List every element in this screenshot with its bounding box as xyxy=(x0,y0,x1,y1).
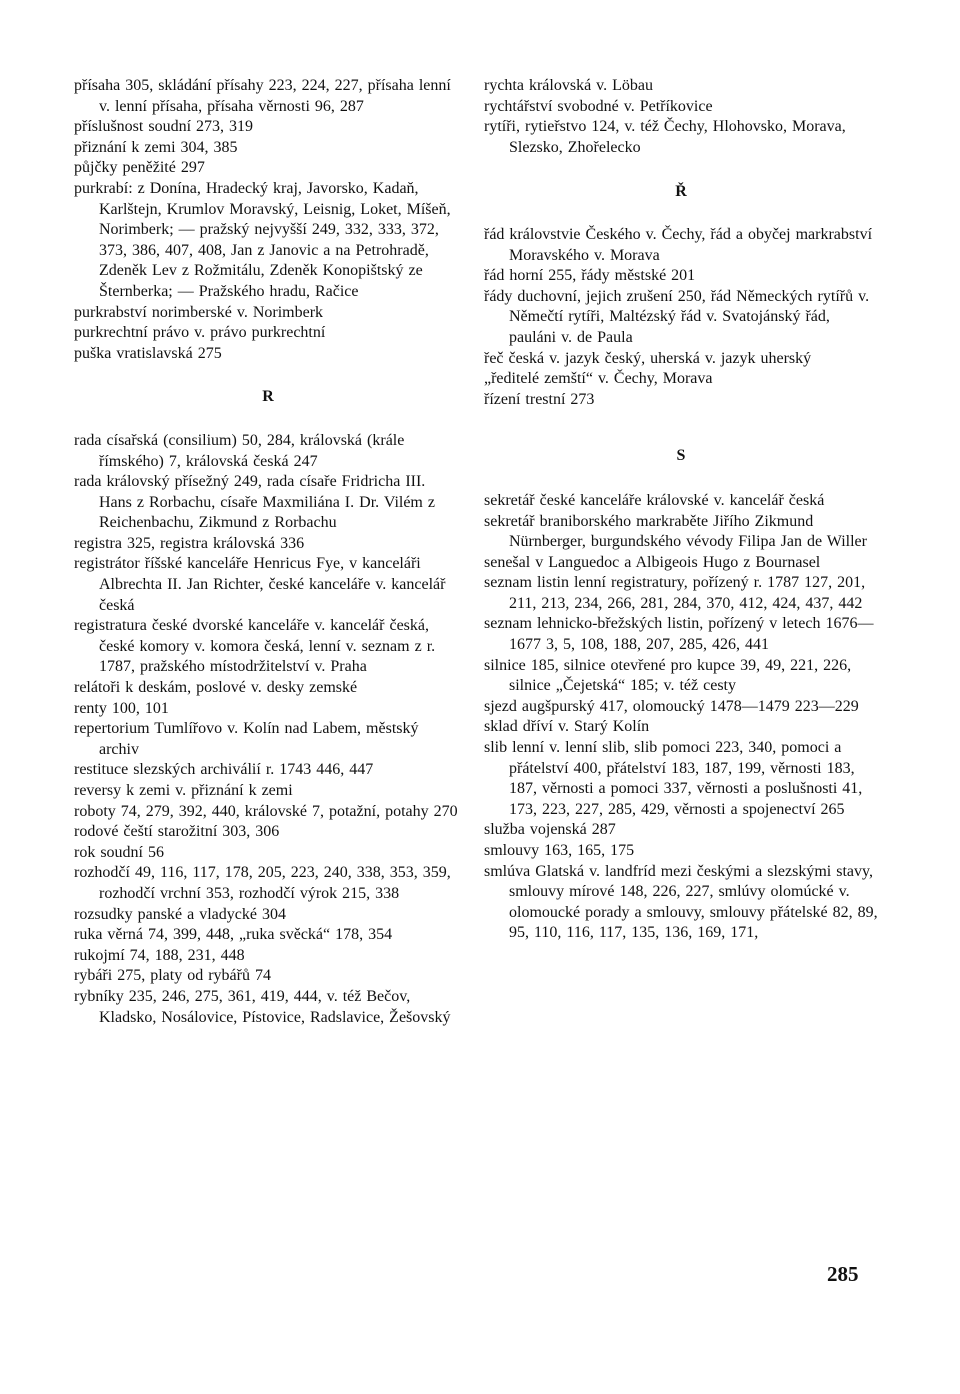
index-entry: rybáři 275, platy od rybářů 74 xyxy=(74,967,271,985)
index-entry: sekretář české kanceláře královské v. kancelář česká xyxy=(484,491,825,509)
index-entry: purkrechtní právo v. právo purkrechtní xyxy=(74,324,326,342)
index-entry: půjčky peněžité 297 xyxy=(74,159,205,177)
entries-p xyxy=(74,76,462,364)
index-entry: „ředitelé zemští“ v. Čechy, Morava xyxy=(484,370,713,388)
index-entry: příslušnost soudní 273, 319 xyxy=(74,118,254,136)
index-entry: přiznání k zemi 304, 385 xyxy=(74,138,238,156)
index-entry: registra 325, registra královská 336 xyxy=(74,534,305,552)
index-entry: řízení trestní 273 xyxy=(484,390,595,408)
index-entry: seznam lehnicko-břežských listin, pořízený v letech 1676—1677 3, 5, 108, 188, 207, 285, 426, 441 xyxy=(484,615,874,654)
index-entry: sklad dříví v. Starý Kolín xyxy=(484,718,650,736)
index-entry: rychtářství svobodné v. Petříkovice xyxy=(484,97,713,115)
index-entry: rodové čeští starožitní 303, 306 xyxy=(74,823,280,841)
right-column xyxy=(484,76,878,944)
entries-s xyxy=(484,491,878,944)
index-entry: slib lenní v. lenní slib, slib pomoci 223, 340, pomoci a přátelství 400, přátelství 183, 187, 199, věrnosti 183, 187, věrnosti a pomoci 337, věrnosti a poslušnosti 41, 173, 223, 227, 285, 429, věrnosti a spojenectví 265 xyxy=(484,739,863,818)
index-entry: rok soudní 56 xyxy=(74,843,164,861)
index-entry: rytíři, rytieřstvo 124, v. též Čechy, Hlohovsko, Morava, Slezsko, Zhořelecko xyxy=(484,118,846,156)
index-entry: purkrabství norimberské v. Norimberk xyxy=(74,303,324,321)
index-entry: registratura české dvorské kanceláře v. kancelář česká, české komory v. komora česká, lenní v. seznam z r. 1787, pražského místodržitelství v. Praha xyxy=(74,617,436,676)
index-entry: ruka věrná 74, 399, 448, „ruka svěcká“ 178, 354 xyxy=(74,926,393,944)
index-entry: relátoři k deskám, poslové v. desky zemské xyxy=(74,679,358,697)
index-entry: senešal v Languedoc a Albigeois Hugo z Bournasel xyxy=(484,553,821,571)
index-entry: registrátor říšské kanceláře Henricus Fye, v kanceláři Albrechta II. Jan Richter, české kanceláře v. kancelář česká xyxy=(74,555,446,614)
section-letter-r: R xyxy=(262,388,274,406)
index-entry: rada královský přísežný 249, rada císaře Fridricha III. Hans z Rorbachu, císaře Maxmiliána I. Dr. Vilém z Reichenbachu, Zikmund z Rorbachu xyxy=(74,473,435,532)
index-entry: rozsudky panské a vladycké 304 xyxy=(74,905,286,923)
index-entry: rada císařská (consilium) 50, 284, královská (krále římského) 7, královská česká 247 xyxy=(74,431,405,470)
index-entry: služba vojenská 287 xyxy=(484,821,616,839)
entries-r-caron xyxy=(484,225,878,410)
index-entry: řády duchovní, jejich zrušení 250, řád Německých rytířů v. Němečtí rytíři, Maltézský řád v. Svatojánský řád, pauláni v. de Paula xyxy=(484,287,870,346)
section-letter-s: S xyxy=(676,447,686,465)
index-entry: rychta královská v. Löbau xyxy=(484,77,654,94)
page-number: 285 xyxy=(827,1262,859,1286)
index-entry: puška vratislavská 275 xyxy=(74,344,222,362)
index-entry: řeč česká v. jazyk český, uherská v. jazyk uherský xyxy=(484,349,812,367)
index-entry: repertorium Tumlířovo v. Kolín nad Labem, městský archiv xyxy=(74,720,419,758)
index-entry: seznam listin lenní registratury, pořízený r. 1787 127, 201, 211, 213, 234, 266, 281, 284, 370, 412, 424, 437, 442 xyxy=(484,574,866,612)
entries-r xyxy=(74,431,462,1028)
index-entry: sjezd augšpurský 417, olomoucký 1478—1479 223—229 xyxy=(484,697,859,715)
index-entry: řád královstvie Českého v. Čechy, řád a obyčej markrabství Moravského v. Morava xyxy=(484,225,873,264)
index-entry: renty 100, 101 xyxy=(74,699,169,717)
index-entry: purkrabí: z Donína, Hradecký kraj, Javorsko, Kadaň, Karlštejn, Krumlov Moravský, Leisnig, Loket, Míšeň, Norimberk; — pražský nejvyšší 249, 332, 333, 372, 373, 386, 407, 408, Jan z Janovic a na Petrohradě, Zdeněk Lev z Rožmitálu, Zdeněk Konopištský ze Šternberka; — Pražského hradu, Račice xyxy=(74,179,451,300)
entries-r-continued xyxy=(484,76,878,158)
section-letter-r-caron: Ř xyxy=(675,183,687,201)
index-entry: rozhodčí 49, 116, 117, 178, 205, 223, 240, 338, 353, 359, rozhodčí vrchní 353, rozhodčí výrok 215, 338 xyxy=(74,864,451,902)
index-entry: roboty 74, 279, 392, 440, královské 7, potažní, potahy 270 xyxy=(74,802,458,820)
index-entry: rukojmí 74, 188, 231, 448 xyxy=(74,946,245,964)
index-entry: smlúva Glatská v. landfríd mezi českými a slezskými stavy, smlouvy mírové 148, 226, 227, smlúvy olomúcké v. olomoucké porady a smlouvy, smlouvy přátelské 82, 89, 95, 110, 116, 117, 135, 136, 169, 171, xyxy=(484,862,878,942)
index-entry: reversy k zemi v. přiznání k zemi xyxy=(74,782,293,799)
index-entry: restituce slezských archiválií r. 1743 446, 447 xyxy=(74,761,374,779)
index-entry: přísaha 305, skládání přísahy 223, 224, 227, přísaha lenní v. lenní přísaha, přísaha věrnosti 96, 287 xyxy=(74,77,451,115)
index-entry: sekretář braniborského markraběte Jiřího Zikmund Nürnberger, burgundského vévody Filipa Jan de Willer xyxy=(484,512,867,551)
left-column xyxy=(74,76,462,1028)
index-entry: silnice 185, silnice otevřené pro kupce 39, 49, 221, 226, silnice „Čejetská“ 185; v. též cesty xyxy=(484,656,852,695)
index-entry: rybníky 235, 246, 275, 361, 419, 444, v. též Bečov, Kladsko, Nosálovice, Pístovice, Radslavice, Žešovský xyxy=(74,987,451,1026)
index-entry: smlouvy 163, 165, 175 xyxy=(484,842,635,859)
index-entry: řád horní 255, řády městské 201 xyxy=(484,267,696,285)
